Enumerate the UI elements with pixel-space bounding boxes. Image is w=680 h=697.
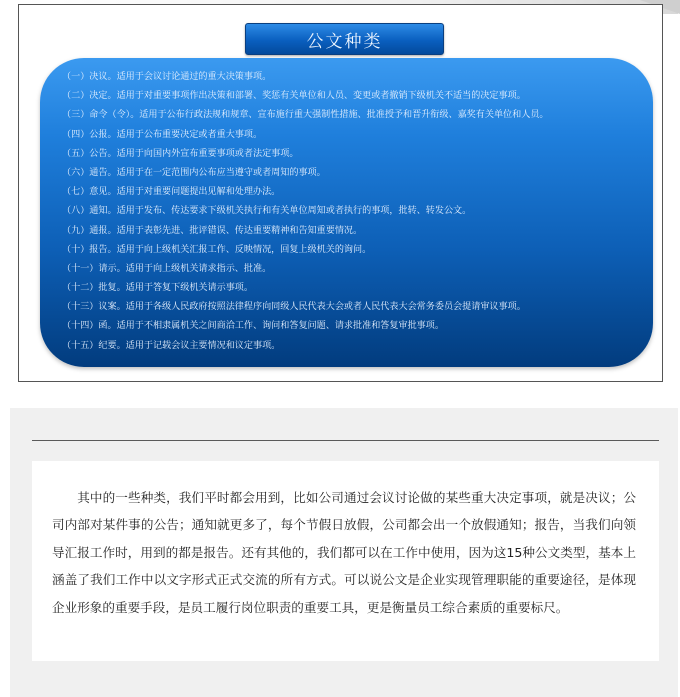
list-item: （十）报告。适用于向上级机关汇报工作、反映情况，回复上级机关的询问。 bbox=[62, 244, 372, 255]
list-item: （十三）议案。适用于各级人民政府按照法律程序向同级人民代表大会或者人民代表大会常务委员会提请审议事项。 bbox=[62, 302, 526, 313]
list-item: （十一）请示。适用于向上级机关请求指示、批准。 bbox=[62, 263, 272, 274]
list-item: （四）公报。适用于公布重要决定或者重大事项。 bbox=[62, 129, 263, 140]
list-item: （十四）函。适用于不相隶属机关之间商洽工作、询问和答复问题、请求批准和答复审批事项。 bbox=[62, 321, 444, 332]
list-item: （二）决定。适用于对重要事项作出决策和部署、奖惩有关单位和人员、变更或者撤销下级机关不适当的决定事项。 bbox=[62, 91, 526, 102]
figure-title: 公文种类 bbox=[245, 23, 444, 55]
list-item: （一）决议。适用于会议讨论通过的重大决策事项。 bbox=[62, 72, 272, 82]
document-types-list bbox=[62, 68, 549, 356]
list-item: （七）意见。适用于对重要问题提出见解和处理办法。 bbox=[62, 187, 281, 198]
list-item: （六）通告。适用于在一定范围内公布应当遵守或者周知的事项。 bbox=[62, 167, 326, 178]
list-item: （十五）纪要。适用于记载会议主要情况和议定事项。 bbox=[62, 340, 281, 351]
section-divider bbox=[32, 440, 659, 441]
list-item: （十二）批复。适用于答复下级机关请示事项。 bbox=[62, 283, 253, 294]
article-paragraph: 其中的一些种类，我们平时都会用到，比如公司通过会议讨论做的某些重大决定事项，就是决议；公司内部对某件事的公告；通知就更多了，每个节假日放假，公司都会出一个放假通知；报告，当我们向领导汇报工作时，用到的都是报告。还有其他的，我们都可以在工作中使用，因为这15种公文类型，基本上涵盖了我们工作中以文字形式正式交流的所有方式。可以说公文是企业实现管理职能的重要途径，是体现企业形象的重要手段，是员工履行岗位职责的重要工具，更是衡量员工综合素质的重要标尺。 bbox=[52, 490, 636, 615]
list-item: （三）命令（令）。适用于公布行政法规和规章、宣布施行重大强制性措施、批准授予和晋升衔级、嘉奖有关单位和人员。 bbox=[62, 110, 549, 121]
list-item: （五）公告。适用于向国内外宣布重要事项或者法定事项。 bbox=[62, 148, 299, 159]
list-item: （八）通知。适用于发布、传达要求下级机关执行和有关单位周知或者执行的事项，批转、转发公文。 bbox=[62, 206, 472, 217]
list-item: （九）通报。适用于表彰先进、批评错误、传达重要精神和告知重要情况。 bbox=[62, 225, 363, 236]
